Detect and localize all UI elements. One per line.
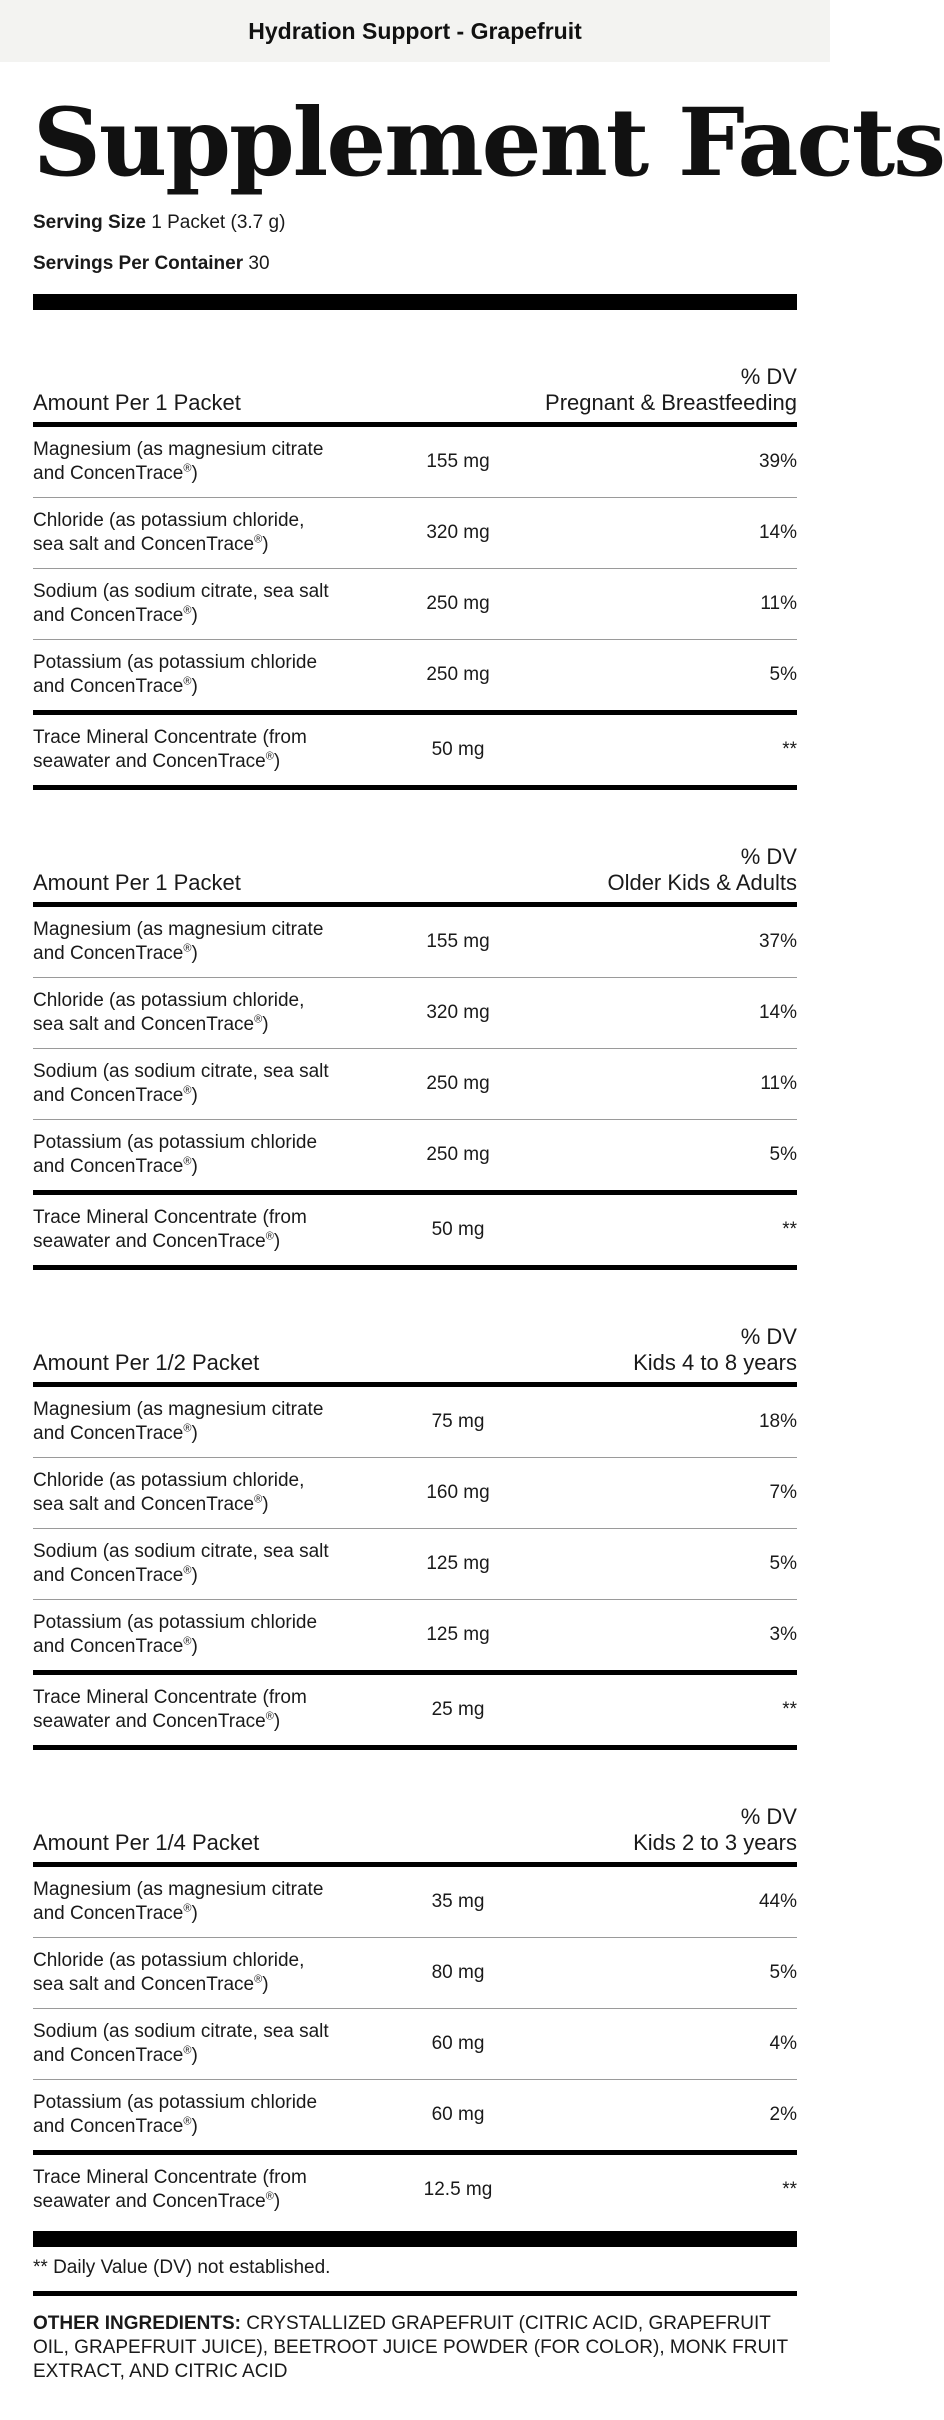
ingredients-text: CRYSTALLIZED GRAPEFRUIT (CITRIC ACID, GRAPEFRUIT OIL, GRAPEFRUIT JUICE), BEETROOT JUICE POWDER (FOR COLOR), MONK FRUIT EXTRACT, AND CITRIC ACID [33,2313,788,2382]
nutrient-name-line1: Sodium (as sodium citrate, sea salt [33,1541,329,1562]
nutrient-amount: 250 mg [426,1073,490,1094]
registered-mark: ® [265,1230,274,1243]
facts-title: Supplement Facts [33,88,944,198]
nutrient-name-line2: sea salt and ConcenTrace [33,1974,255,1995]
nutrient-dv: 37% [758,931,797,952]
amount-per-label: Amount Per 1/4 Packet [33,1830,260,1855]
nutrient-name [33,1206,373,1254]
supplement-facts-panel [0,88,944,2384]
amount-per-label: Amount Per 1 Packet [33,870,241,895]
closing-paren: ) [273,1711,281,1732]
nutrient-amount: 250 mg [426,664,490,685]
nutrient-row [33,2009,797,2079]
closing-paren: ) [191,676,198,697]
nutrient-row [33,715,797,785]
nutrient-name [33,1060,373,1108]
nutrient-name-line2: and ConcenTrace [33,2045,184,2066]
nutrient-name [33,1540,373,1588]
nutrient-row [33,1867,797,1937]
nutrient-row [33,1120,797,1190]
amount-per-label: Amount Per 1 Packet [33,390,241,415]
nutrient-dv: ** [782,2179,797,2200]
footnote-divider [33,2291,797,2296]
registered-mark: ® [183,2115,192,2128]
nutrient-name-line2: and ConcenTrace [33,1903,184,1924]
serving-size-label: Serving Size [33,212,146,233]
section-header [33,844,797,902]
registered-mark: ® [183,1422,192,1435]
dv-label: % DV [740,844,797,869]
top-divider-bar [33,294,797,310]
nutrient-dv: 7% [769,1482,797,1503]
population-group-label: Kids 2 to 3 years [633,1830,797,1855]
registered-mark: ® [183,675,192,688]
nutrient-name-line2: and ConcenTrace [33,943,184,964]
nutrient-dv: 5% [769,1553,797,1574]
nutrient-name-line2: and ConcenTrace [33,2116,184,2137]
section-end-rule [33,1265,797,1270]
nutrient-name-line2: and ConcenTrace [33,676,184,697]
nutrient-dv: 14% [758,1002,797,1023]
nutrient-sections [33,364,797,2225]
nutrient-amount: 125 mg [426,1553,490,1574]
nutrient-row [33,2155,797,2225]
nutrient-name [33,1469,373,1517]
nutrient-name-line1: Sodium (as sodium citrate, sea salt [33,2021,329,2042]
nutrient-row [33,1049,797,1119]
nutrient-name-line2: and ConcenTrace [33,605,184,626]
nutrient-name-line1: Magnesium (as magnesium citrate [33,919,324,940]
nutrient-amount: 250 mg [426,1144,490,1165]
nutrient-name-line1: Trace Mineral Concentrate (from [33,727,307,748]
other-ingredients [33,2312,797,2384]
nutrient-name-line1: Chloride (as potassium chloride, [33,510,305,531]
nutrient-amount: 160 mg [426,1482,490,1503]
nutrient-name-line2: and ConcenTrace [33,1636,184,1657]
nutrient-amount: 155 mg [426,451,490,472]
nutrient-name-line2: sea salt and ConcenTrace [33,1014,255,1035]
section-header [33,1804,797,1862]
closing-paren: ) [273,751,281,772]
nutrient-name [33,509,373,557]
nutrient-name-line1: Potassium (as potassium chloride [33,1132,318,1153]
nutrient-amount: 125 mg [426,1624,490,1645]
section-end-rule [33,785,797,790]
registered-mark: ® [183,2044,192,2057]
closing-paren: ) [191,1903,198,1924]
nutrient-name-line1: Potassium (as potassium chloride [33,1612,318,1633]
dv-column-header [545,364,797,416]
nutrient-name [33,438,373,486]
nutrient-name-line1: Magnesium (as magnesium citrate [33,1399,324,1420]
servings-value: 30 [248,253,270,274]
closing-paren: ) [191,463,198,484]
nutrient-dv: 39% [758,451,797,472]
nutrient-name-line1: Magnesium (as magnesium citrate [33,439,324,460]
registered-mark: ® [254,1973,263,1986]
registered-mark: ® [183,1155,192,1168]
closing-paren: ) [191,1423,198,1444]
nutrient-row [33,498,797,568]
closing-paren: ) [262,1494,269,1515]
nutrient-name [33,2091,373,2139]
nutrient-dv: 5% [769,1144,797,1165]
nutrient-name-line2: seawater and ConcenTrace [33,2191,266,2212]
dv-column-header [607,844,797,896]
nutrient-dv: 5% [769,1962,797,1983]
amount-per-label: Amount Per 1/2 Packet [33,1350,260,1375]
population-group-label: Older Kids & Adults [607,870,797,895]
section-header [33,364,797,422]
nutrient-name-line1: Trace Mineral Concentrate (from [33,1207,307,1228]
nutrient-amount: 155 mg [426,931,490,952]
nutrient-amount: 35 mg [431,1891,485,1912]
closing-paren: ) [262,1974,269,1995]
registered-mark: ® [254,533,263,546]
product-title: Hydration Support - Grapefruit [248,17,582,44]
nutrient-name-line2: seawater and ConcenTrace [33,1711,266,1732]
registered-mark: ® [183,1635,192,1648]
nutrient-name-line1: Trace Mineral Concentrate (from [33,1687,307,1708]
nutrient-dv: ** [782,1699,797,1720]
nutrient-row [33,1387,797,1457]
registered-mark: ® [254,1013,263,1026]
nutrient-name [33,726,373,774]
registered-mark: ® [183,1902,192,1915]
nutrient-dv: 11% [760,593,797,614]
closing-paren: ) [191,2116,198,2137]
dv-column-header [633,1324,797,1376]
product-header [0,0,830,62]
closing-paren: ) [191,943,198,964]
nutrient-dv: 11% [760,1073,797,1094]
nutrient-name-line1: Chloride (as potassium chloride, [33,990,305,1011]
nutrient-dv: 14% [758,522,797,543]
nutrient-row [33,1938,797,2008]
nutrient-name [33,1398,373,1446]
nutrient-name-line1: Sodium (as sodium citrate, sea salt [33,1061,329,1082]
closing-paren: ) [191,1636,198,1657]
dv-footnote: ** Daily Value (DV) not established. [33,2257,331,2278]
dv-label: % DV [740,1324,797,1349]
population-group-label: Pregnant & Breastfeeding [545,390,797,415]
section-end-rule [33,1745,797,1750]
registered-mark: ® [183,1564,192,1577]
registered-mark: ® [254,1493,263,1506]
nutrient-row [33,640,797,710]
nutrient-name [33,1131,373,1179]
nutrient-row [33,1195,797,1265]
nutrient-row [33,1529,797,1599]
registered-mark: ® [183,462,192,475]
nutrient-name-line1: Chloride (as potassium chloride, [33,1470,305,1491]
nutrient-name-line1: Chloride (as potassium chloride, [33,1950,305,1971]
nutrient-amount: 320 mg [426,1002,490,1023]
registered-mark: ® [265,750,274,763]
nutrient-name-line1: Trace Mineral Concentrate (from [33,2167,307,2188]
nutrient-row [33,569,797,639]
nutrient-name-line1: Potassium (as potassium chloride [33,652,318,673]
nutrient-name-line1: Sodium (as sodium citrate, sea salt [33,581,329,602]
closing-paren: ) [273,1231,281,1252]
nutrient-row [33,2080,797,2150]
nutrient-section [33,1804,797,2225]
serving-size-value: 1 Packet (3.7 g) [151,212,286,233]
nutrient-section [33,364,797,790]
nutrient-name-line1: Potassium (as potassium chloride [33,2092,318,2113]
nutrient-name-line2: sea salt and ConcenTrace [33,1494,255,1515]
nutrient-name [33,1611,373,1659]
servings-per-container [33,253,797,275]
closing-paren: ) [191,1565,198,1586]
nutrient-name-line2: and ConcenTrace [33,1156,184,1177]
closing-paren: ) [191,605,198,626]
nutrient-dv: 44% [758,1891,797,1912]
nutrient-row [33,907,797,977]
closing-paren: ) [191,1085,198,1106]
closing-paren: ) [191,1156,198,1177]
nutrient-dv: 4% [769,2033,797,2054]
nutrient-row [33,1458,797,1528]
nutrient-name-line2: sea salt and ConcenTrace [33,534,255,555]
nutrient-name-line1: Magnesium (as magnesium citrate [33,1879,324,1900]
nutrient-name [33,580,373,628]
dv-column-header [633,1804,797,1856]
nutrient-name [33,2166,373,2214]
nutrient-row [33,1675,797,1745]
nutrient-amount: 50 mg [431,739,485,760]
registered-mark: ® [265,1710,274,1723]
nutrient-dv: 3% [769,1624,797,1645]
nutrient-name-line2: seawater and ConcenTrace [33,1231,266,1252]
nutrient-name-line2: and ConcenTrace [33,1423,184,1444]
closing-paren: ) [262,1014,269,1035]
nutrient-name [33,2020,373,2068]
nutrient-amount: 50 mg [431,1219,485,1240]
registered-mark: ® [183,942,192,955]
nutrient-name [33,651,373,699]
nutrient-name-line2: and ConcenTrace [33,463,184,484]
nutrient-amount: 250 mg [426,593,490,614]
nutrient-name [33,1686,373,1734]
nutrient-amount: 25 mg [431,1699,485,1720]
nutrient-dv: ** [782,739,797,760]
nutrient-amount: 12.5 mg [423,2179,493,2200]
nutrient-name [33,1949,373,1997]
dv-label: % DV [740,1804,797,1829]
nutrient-name [33,989,373,1037]
nutrient-dv: 2% [769,2104,797,2125]
closing-paren: ) [191,2045,198,2066]
section-header [33,1324,797,1382]
nutrient-row [33,978,797,1048]
nutrient-name-line2: and ConcenTrace [33,1085,184,1106]
dv-label: % DV [740,364,797,389]
nutrient-dv: 18% [758,1411,797,1432]
servings-label: Servings Per Container [33,253,244,274]
nutrient-section [33,844,797,1270]
serving-size [33,212,797,234]
nutrient-amount: 60 mg [431,2104,485,2125]
nutrient-row [33,427,797,497]
closing-paren: ) [262,534,269,555]
nutrient-section [33,1324,797,1750]
nutrient-amount: 320 mg [426,522,490,543]
nutrient-name-line2: and ConcenTrace [33,1565,184,1586]
registered-mark: ® [183,1084,192,1097]
nutrient-amount: 60 mg [431,2033,485,2054]
nutrient-dv: 5% [769,664,797,685]
closing-paren: ) [273,2191,281,2212]
nutrient-amount: 75 mg [431,1411,485,1432]
ingredients-label: OTHER INGREDIENTS: [33,2313,241,2334]
nutrient-row [33,1600,797,1670]
nutrient-name-line2: seawater and ConcenTrace [33,751,266,772]
nutrient-dv: ** [782,1219,797,1240]
nutrient-name [33,1878,373,1926]
registered-mark: ® [183,604,192,617]
nutrient-amount: 80 mg [431,1962,485,1983]
population-group-label: Kids 4 to 8 years [633,1350,797,1375]
bottom-divider-bar [33,2231,797,2247]
registered-mark: ® [265,2190,274,2203]
nutrient-name [33,918,373,966]
